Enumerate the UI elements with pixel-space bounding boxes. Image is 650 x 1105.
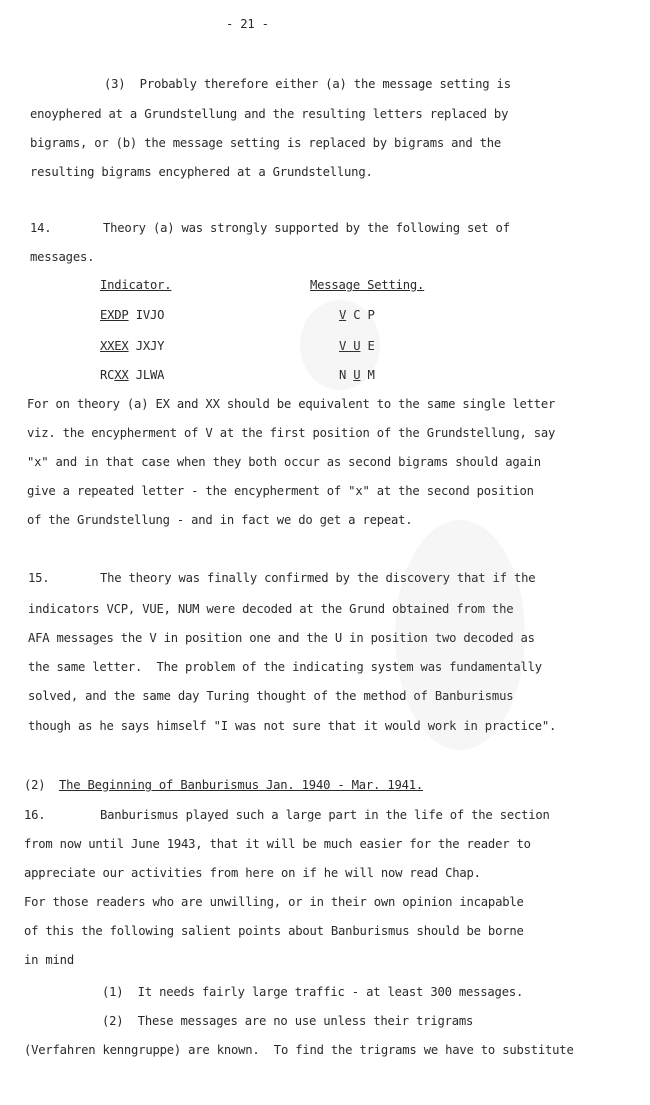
- table-header-message-setting: Message Setting.: [310, 278, 425, 292]
- paragraph-line: (Verfahren kenngruppe) are known. To find the trigrams we have to substitute: [24, 1043, 574, 1057]
- table-row-indicator: [100, 338, 164, 354]
- indicator-prefix: RC: [100, 368, 115, 382]
- paragraph-line: The theory was finally confirmed by the discovery that if the: [100, 571, 536, 585]
- paragraph-line: solved, and the same day Turing thought of the method of Banburismus: [28, 689, 514, 703]
- paragraph-line: of the Grundstellung - and in fact we do get a repeat.: [27, 513, 413, 527]
- paragraph-line: For on theory (a) EX and XX should be equivalent to the same single letter: [27, 397, 556, 411]
- paper-smudge: [395, 520, 525, 750]
- table-row-indicator: [100, 367, 164, 383]
- paragraph-line: "x" and in that case when they both occur as second bigrams should again: [27, 455, 541, 469]
- list-item: (2) These messages are no use unless their trigrams: [102, 1014, 474, 1028]
- paragraph-line: Banburismus played such a large part in the life of the section: [100, 808, 550, 822]
- paragraph-line: messages.: [30, 250, 95, 264]
- paragraph-line: in mind: [24, 953, 74, 967]
- setting-prefix: N: [339, 368, 354, 382]
- paragraph-line: of this the following salient points about Banburismus should be borne: [24, 924, 524, 938]
- paragraph-line: (3) Probably therefore either (a) the message setting is: [104, 77, 511, 91]
- section-number: (2): [24, 778, 46, 792]
- indicator-rest: IVJO: [128, 308, 165, 322]
- paragraph-line: though as he says himself "I was not sure that it would work in practice".: [28, 719, 557, 733]
- paragraph-line: appreciate our activities from here on if he will now read Chap.: [24, 866, 481, 880]
- paragraph-number: 14.: [30, 221, 52, 235]
- paragraph-number: 15.: [28, 571, 50, 585]
- setting-underlined: V: [339, 308, 347, 322]
- paragraph-line: give a repeated letter - the encypherment of "x" at the second position: [27, 484, 534, 498]
- paragraph-line: bigrams, or (b) the message setting is replaced by bigrams and the: [30, 136, 502, 150]
- indicator-rest: JLWA: [128, 368, 165, 382]
- paragraph-line: enoyphered at a Grundstellung and the resulting letters replaced by: [30, 107, 509, 121]
- list-item: (1) It needs fairly large traffic - at least 300 messages.: [102, 985, 524, 999]
- section-title: The Beginning of Banburismus Jan. 1940 - Mar. 1941.: [59, 778, 424, 792]
- paragraph-line: resulting bigrams encyphered at a Grundstellung.: [30, 165, 373, 179]
- setting-underlined: V U: [339, 339, 361, 353]
- paragraph-line: the same letter. The problem of the indicating system was fundamentally: [28, 660, 542, 674]
- paper-smudge: [300, 300, 380, 390]
- setting-rest: C P: [346, 308, 375, 322]
- indicator-rest: JXJY: [128, 339, 165, 353]
- paragraph-number: 16.: [24, 808, 46, 822]
- paragraph-line: from now until June 1943, that it will be much easier for the reader to: [24, 837, 531, 851]
- table-header-indicator: Indicator.: [100, 278, 172, 292]
- paragraph-line: indicators VCP, VUE, NUM were decoded at the Grund obtained from the: [28, 602, 514, 616]
- table-row-indicator: [100, 307, 164, 323]
- indicator-underlined: XXEX: [100, 339, 129, 353]
- paragraph-line: viz. the encypherment of V at the first position of the Grundstellung, say: [27, 426, 556, 440]
- setting-rest: E: [360, 339, 375, 353]
- indicator-underlined: EXDP: [100, 308, 129, 322]
- indicator-underlined: XX: [114, 368, 129, 382]
- setting-underlined: U: [353, 368, 361, 382]
- page-number: - 21 -: [226, 17, 269, 31]
- paragraph-line: For those readers who are unwilling, or in their own opinion incapable: [24, 895, 524, 909]
- paragraph-line: AFA messages the V in position one and the U in position two decoded as: [28, 631, 535, 645]
- paragraph-line: Theory (a) was strongly supported by the following set of: [103, 221, 510, 235]
- setting-rest: M: [360, 368, 375, 382]
